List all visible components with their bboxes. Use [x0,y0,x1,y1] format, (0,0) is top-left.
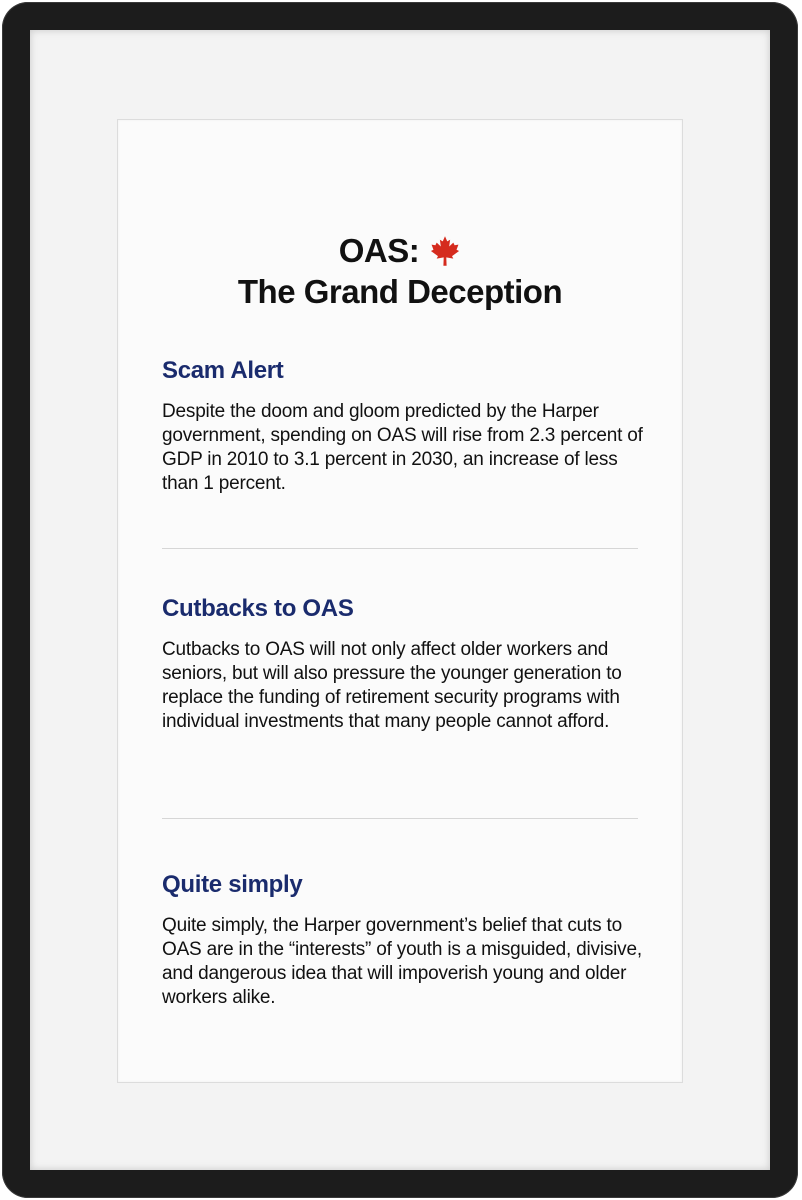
section-quite-simply [162,870,652,1010]
section-heading: Cutbacks to OAS [162,595,354,622]
poster-title [118,232,682,314]
title-line-1 [118,232,682,270]
frame-mat [30,30,770,1170]
section-heading: Scam Alert [162,357,284,384]
section-cutbacks [162,594,652,734]
section-heading: Quite simply [162,871,303,898]
section-body: Quite simply, the Harper government’s belief that cuts to OAS are in the “interests” of youth is a misguided, divisive, and dangerous idea that will impoverish young and older workers alike. [162,915,642,1008]
section-scam-alert [162,356,652,496]
divider [162,818,638,819]
picture-frame [2,2,798,1198]
section-body: Cutbacks to OAS will not only affect older workers and seniors, but will also pressure the younger generation to replace the funding of retirement security programs with individual investments that many people cannot afford. [162,639,622,732]
section-body: Despite the doom and gloom predicted by the Harper government, spending on OAS will rise from 2.3 percent of GDP in 2010 to 3.1 percent in 2030, an increase of less than 1 percent. [162,401,643,494]
maple-leaf-icon [429,234,461,268]
poster [118,120,682,1082]
title-oas: OAS: [338,232,420,269]
divider [162,548,638,549]
title-line-2: The Grand Deception [237,273,563,310]
